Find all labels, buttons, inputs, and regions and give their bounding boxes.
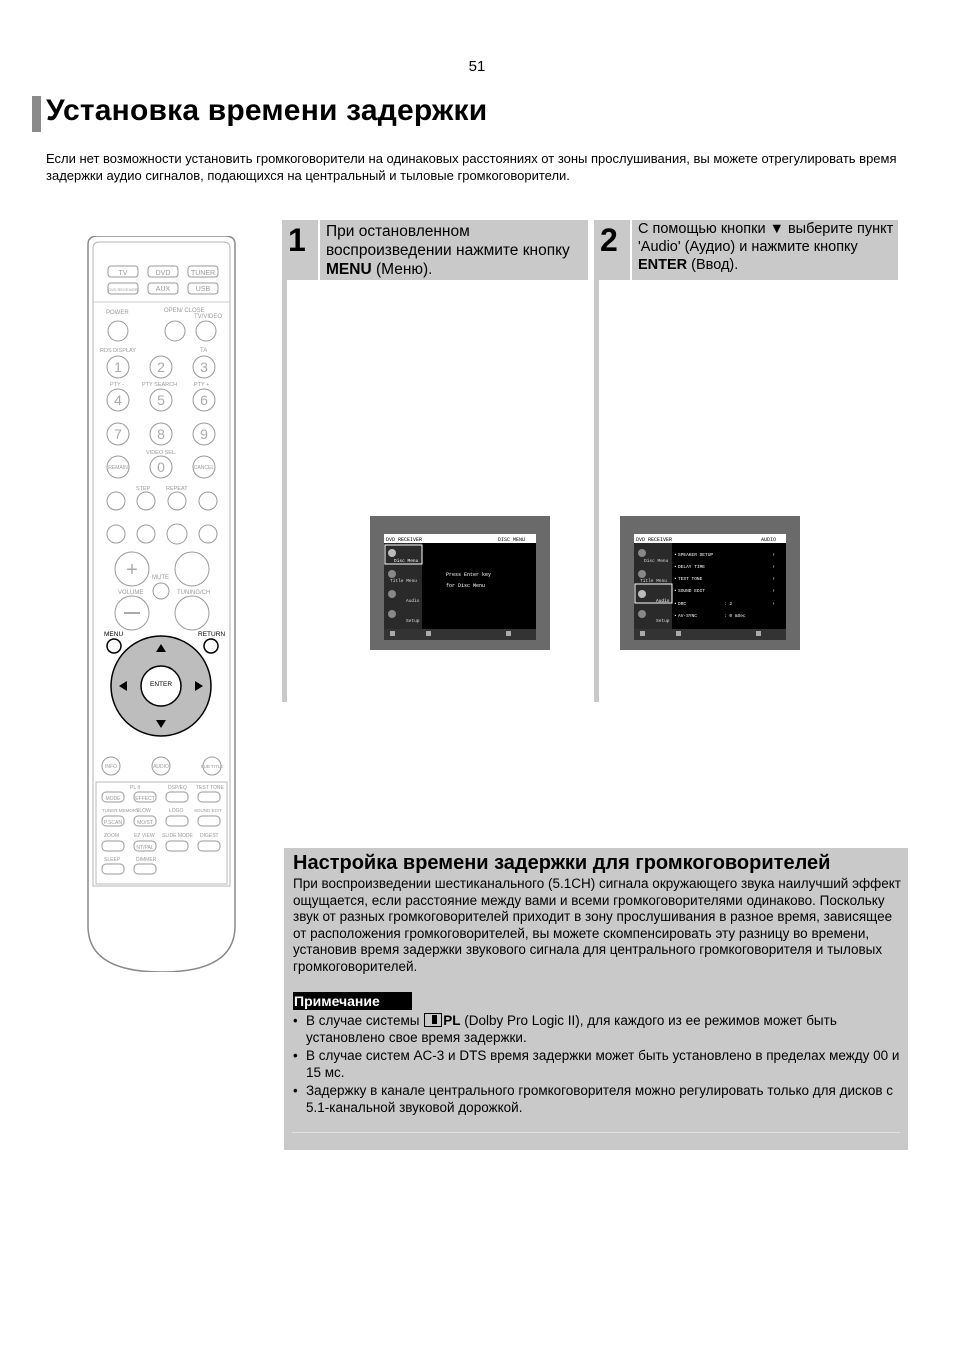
step-1-instruction	[326, 222, 588, 279]
remote-return-label: RETURN	[198, 631, 226, 638]
remote-digit-2: 2	[157, 359, 165, 375]
step-1-text: При остановленном воспроизведении нажмите кнопку	[326, 223, 570, 259]
remote-rdsdisplay-label: RDS DISPLAY	[100, 348, 136, 354]
step-2-side-bar	[594, 280, 599, 702]
osd2-row-test-tone-arrow: ›	[772, 576, 776, 582]
page-number: 51	[468, 58, 486, 75]
remote-effect-label: EFFECT	[135, 796, 155, 802]
note-item-2: • В случае систем AC-3 и DTS время задержки может быть установлено в пределах между 00 и 15 мс.	[293, 1047, 903, 1081]
info-box-rule	[292, 1132, 900, 1133]
remote-ntpal-label: NT/PAL	[136, 845, 154, 851]
note-list	[293, 1012, 903, 1117]
note-label: Примечание	[293, 992, 412, 1010]
remote-zoom-label: ZOOM	[104, 833, 119, 839]
step-2-key: ENTER	[638, 257, 688, 273]
remote-digit-6: 6	[200, 392, 208, 408]
step-2-text-end: (Ввод).	[687, 257, 739, 273]
dolby-logo-icon	[424, 1013, 442, 1027]
remote-slow-label: SLOW	[136, 808, 151, 814]
osd2-side-setup: Setup	[656, 619, 670, 624]
osd1-message-line2: for Disc Menu	[446, 583, 486, 589]
remote-digit-0: 0	[157, 459, 165, 475]
remote-ta-label: TA	[200, 348, 208, 354]
step-1-divider	[318, 220, 320, 280]
note-1-pl: PL	[443, 1013, 461, 1028]
remote-digit-7: 7	[114, 426, 122, 442]
osd2-row-delay-time: DELAY TIME	[678, 565, 706, 570]
osd-screen-disc-menu	[370, 516, 550, 650]
remote-slidemode-label: SLIDE MODE	[162, 833, 193, 839]
remote-pl2-label: PL II	[130, 785, 141, 791]
remote-tv-label: TV	[118, 270, 128, 277]
remote-digit-3: 3	[200, 359, 208, 375]
section-title: Настройка времени задержки для громкоговорителей	[293, 852, 831, 874]
remote-tunermemory-label: TUNER MEMORY	[102, 808, 139, 813]
remote-tuningch-label: TUNING/CH	[177, 590, 211, 596]
remote-subtitle-label: SUB TITLE	[200, 764, 224, 769]
remote-cancel-label: CANCEL	[193, 465, 215, 471]
osd2-side-title-menu: Title Menu	[640, 579, 668, 584]
remote-audio-label: AUDIO	[153, 764, 169, 770]
remote-tvvideo-label: TV/VIDEO	[194, 314, 223, 320]
step-1-key: MENU	[326, 261, 372, 278]
remote-digit-4: 4	[114, 392, 122, 408]
remote-enter-label: ENTER	[149, 681, 173, 688]
remote-info-label: INFO	[105, 764, 117, 770]
svg-text:•: •	[674, 577, 677, 582]
remote-dvd-label: DVD	[155, 270, 171, 277]
remote-testtone-label: TEST TONE	[196, 785, 224, 791]
remote-digit-5: 5	[157, 392, 165, 408]
svg-text:•: •	[674, 589, 677, 594]
remote-pscan-label: P.SCAN	[104, 820, 122, 826]
osd2-side-disc-menu: Disc Menu	[644, 559, 669, 564]
note-item-1	[293, 1012, 903, 1046]
remote-digit-8: 8	[157, 426, 165, 442]
osd2-row-drc-value: : 2	[724, 602, 733, 607]
osd2-row-delay-time-arrow: ›	[772, 564, 776, 570]
osd2-row-av-sync-value: : 0 mSec	[724, 614, 746, 619]
osd2-row-sound-edit: SOUND EDIT	[678, 589, 706, 594]
svg-text:•: •	[674, 553, 677, 558]
section-body: При воспроизведении шестиканального (5.1CH) сигнала окружающего звука наилучший эффект ощущается, если расстояние между вами и всеми громкоговорителями одинаково. Поскольку звук от разных громкоговорителей приходит в зону прослушивания в разное время, зависящее от расположения громкоговорителей, вы можете скомпенсировать эту разницу во времени, установив время задержки звукового сигнала для центрального громкоговорителя и тыловых громкоговорителей.	[293, 876, 901, 974]
remote-sleep-label: SLEEP	[104, 857, 121, 863]
remote-remain-label: REMAIN	[108, 465, 128, 471]
remote-control-svg	[84, 236, 239, 972]
remote-usb-label: USB	[195, 286, 211, 293]
osd1-side-title-menu: Title Menu	[390, 579, 418, 584]
remote-control-illustration	[84, 236, 239, 972]
remote-menu-label: MENU	[104, 631, 124, 638]
remote-logo-label: LOGO	[169, 808, 184, 814]
step-2-instruction	[638, 220, 898, 274]
remote-ptyplus-label: PTY +	[194, 382, 210, 388]
note-1-text-end: (Dolby Pro Logic II), для каждого из ее режимов может быть установлено свое время задержки.	[306, 1013, 837, 1045]
osd2-row-drc: DRC	[678, 602, 687, 607]
remote-ezview-label: EZ VIEW	[134, 833, 155, 839]
osd2-side-audio: Audio	[656, 599, 670, 604]
speaker-delay-info-box	[284, 848, 908, 1150]
remote-ptysearch-label: PTY SEARCH	[142, 382, 178, 388]
step-2-divider	[630, 220, 632, 280]
osd1-logo: DVD RECEIVER	[386, 537, 423, 543]
title-accent-bar	[32, 96, 41, 132]
remote-aux-label: AUX	[155, 286, 171, 293]
note-1-text: В случае системы	[306, 1013, 424, 1028]
remote-soundedit-label: SOUND EDIT	[194, 808, 222, 813]
osd2-logo: DVD RECEIVER	[636, 537, 673, 543]
remote-volume-label: VOLUME	[118, 590, 144, 596]
remote-mute-label: MUTE	[152, 575, 169, 581]
osd-screen-audio-menu	[620, 516, 800, 650]
remote-digit-1: 1	[114, 359, 122, 375]
remote-power-label: POWER	[106, 310, 129, 316]
intro-paragraph: Если нет возможности установить громкоговорители на одинаковых расстояниях от зоны прослушивания, вы можете отрегулировать время задержки аудио сигналов, подающихся на центральный и тыловые громкоговорители.	[46, 151, 897, 183]
remote-tuner-label: TUNER	[190, 270, 216, 277]
osd2-row-av-sync: AV-SYNC	[678, 614, 697, 619]
svg-text:+: +	[126, 559, 138, 581]
osd2-row-speaker-setup-arrow: ›	[772, 552, 776, 558]
osd2-row-test-tone: TEST TONE	[678, 577, 703, 582]
step-1-text-end: (Меню).	[371, 261, 433, 278]
osd1-message-line1: Press Enter key	[446, 572, 492, 578]
osd2-row-sound-edit-arrow: ›	[772, 588, 776, 594]
remote-ptyminus-label: PTY -	[110, 382, 124, 388]
remote-dspeq-label: DSP/EQ	[168, 785, 187, 791]
remote-digit-9: 9	[200, 426, 208, 442]
step-1-number: 1	[288, 222, 306, 258]
osd1-side-disc-menu: Disc Menu	[394, 559, 419, 564]
osd2-header: AUDIO	[761, 537, 777, 543]
remote-dimmer-label: DIMMER	[136, 857, 157, 863]
remote-openclose-label: OPEN/ CLOSE	[164, 308, 205, 314]
remote-dvdreceiver-label: DVD RECEIVER	[107, 287, 139, 292]
step-2-text: С помощью кнопки ▼ выберите пункт 'Audio' (Аудио) и нажмите кнопку	[638, 221, 894, 255]
remote-videosel-label: VIDEO SEL.	[146, 450, 177, 456]
osd2-row-drc-arrow: ›	[772, 601, 776, 607]
svg-text:•: •	[674, 565, 677, 570]
page-title: Установка времени задержки	[46, 94, 488, 127]
remote-digest-label: DIGEST	[200, 833, 219, 839]
svg-text:•: •	[674, 614, 677, 619]
step-1-side-bar	[282, 280, 287, 702]
remote-repeat-label: REPEAT	[166, 486, 188, 492]
osd2-row-speaker-setup: SPEAKER SETUP	[678, 553, 714, 558]
step-2-number: 2	[600, 222, 618, 258]
osd1-header: DISC MENU	[498, 537, 526, 543]
note-item-3: • Задержку в канале центрального громкоговорителя можно регулировать только для дисков с 5.1-канальной звуковой дорожкой.	[293, 1082, 903, 1116]
remote-step-label: STEP	[136, 486, 151, 492]
remote-most-label: MO/ST	[137, 820, 153, 826]
svg-text:•: •	[674, 602, 677, 607]
osd1-side-setup: Setup	[406, 619, 420, 624]
osd1-side-audio: Audio	[406, 599, 420, 604]
remote-mode-label: MODE	[105, 796, 121, 802]
